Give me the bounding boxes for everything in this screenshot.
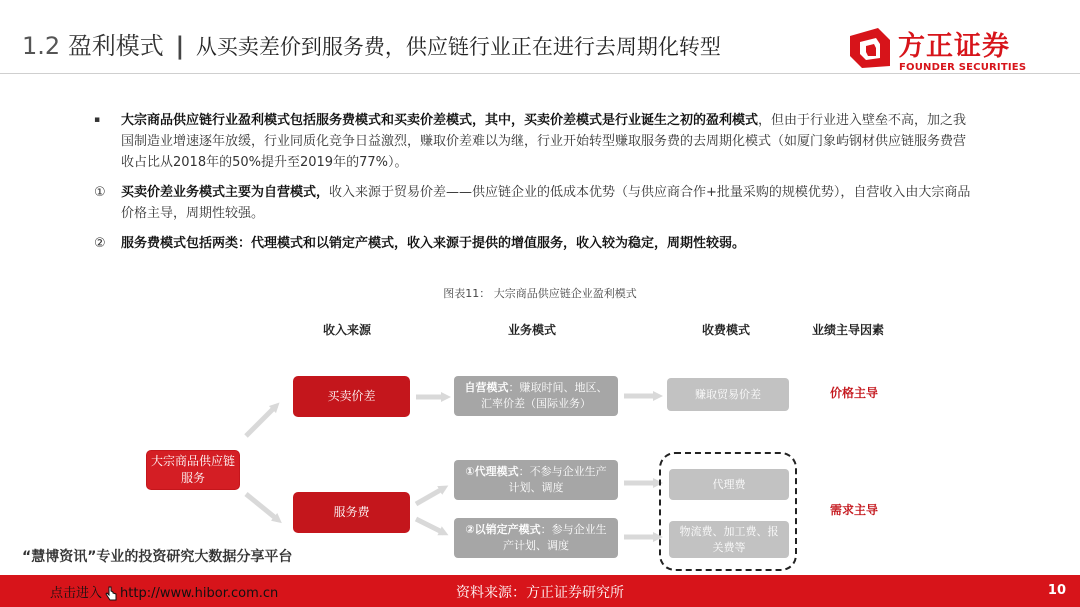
section-title: 盈利模式 bbox=[67, 32, 164, 60]
logo-name-en: FOUNDER SECURITIES bbox=[899, 62, 1027, 73]
founder-logo-icon bbox=[848, 26, 892, 70]
title-separator: | bbox=[175, 32, 185, 60]
logo-name-cn: 方正证券 bbox=[898, 31, 1010, 62]
slide-title bbox=[22, 26, 721, 61]
hibor-watermark: “慧博资讯”专业的投资研究大数据分享平台 bbox=[22, 549, 293, 565]
model-node-agent bbox=[454, 460, 618, 500]
bullet-3 bbox=[94, 233, 974, 254]
model-agent-text: ：不参与企业生产计划、调度 bbox=[508, 465, 607, 494]
bullet-1-bold: 大宗商品供应链行业盈利模式包括服务费模式和买卖价差模式，其中，买卖价差模式是行业诞生之初的盈利模式 bbox=[121, 113, 759, 128]
arrow-root-to-service bbox=[246, 494, 278, 520]
bullet-2-bold: 买卖价差业务模式主要为自营模式， bbox=[121, 185, 330, 200]
bullet-2 bbox=[94, 182, 974, 224]
factor-demand: 需求主导 bbox=[830, 503, 879, 517]
page-number: 10 bbox=[1047, 583, 1066, 598]
model-mto-bold: ②以销定产模式 bbox=[465, 523, 541, 536]
founder-logo bbox=[848, 24, 1048, 76]
figure-caption: 图表11： 大宗商品供应链企业盈利模式 bbox=[443, 287, 637, 300]
bullet-marker: ① bbox=[94, 185, 106, 200]
fee-node-logistics: 物流费、加工费、报关费等 bbox=[669, 521, 789, 558]
bullet-list bbox=[94, 110, 974, 263]
arrow-service-to-agent bbox=[416, 488, 444, 504]
column-header-fee-model: 收费模式 bbox=[702, 323, 751, 337]
bullet-marker: ▪ bbox=[94, 115, 101, 125]
source-note: 资料来源：方正证券研究所 bbox=[456, 585, 624, 601]
root-node: 大宗商品供应链服务 bbox=[146, 450, 240, 490]
model-agent-bold: ①代理模式 bbox=[465, 465, 519, 478]
model-mto-text: ：参与企业生产计划、调度 bbox=[503, 523, 607, 552]
model-self-text: ：赚取时间、地区、汇率价差（国际业务） bbox=[481, 381, 608, 410]
model-self-bold: 自营模式 bbox=[464, 381, 509, 394]
section-number: 1.2 bbox=[22, 32, 61, 60]
bullet-3-bold: 服务费模式包括两类：代理模式和以销定产模式，收入来源于提供的增值服务，收入较为稳定，周期性较弱。 bbox=[121, 236, 746, 251]
column-header-income-source: 收入来源 bbox=[323, 323, 372, 337]
source-node-service-fee: 服务费 bbox=[293, 492, 410, 533]
bullet-1 bbox=[94, 110, 974, 173]
bullet-2-text: 收入来源于贸易价差——供应链企业的低成本优势（与供应商合作+批量采购的规模优势），自营收入由大宗商品价格主导，周期性较强。 bbox=[121, 185, 971, 221]
arrow-root-to-spread bbox=[246, 406, 276, 436]
model-node-make-to-order bbox=[454, 518, 618, 558]
fee-node-agency: 代理费 bbox=[669, 469, 789, 500]
bullet-1-text: ，但由于行业进入壁垒不高，加之我国制造业增速逐年放缓，行业同质化竞争日益激烈，赚取价差难以为继，行业开始转型赚取服务费的去周期化模式（如厦门象屿钢材供应链服务费营收占比从2018年的50%提升至2019年的77%）。 bbox=[121, 113, 967, 170]
click-enter-label: 点击进入 bbox=[50, 586, 103, 601]
fee-node-trade-spread: 赚取贸易价差 bbox=[667, 378, 789, 411]
column-header-business-model: 业务模式 bbox=[508, 323, 557, 337]
source-node-spread: 买卖价差 bbox=[293, 376, 410, 417]
column-header-performance-factor: 业绩主导因素 bbox=[812, 323, 885, 337]
footer-bar bbox=[0, 575, 1080, 607]
hibor-url: http://www.hibor.com.cn bbox=[120, 586, 279, 601]
slide-subtitle: 从买卖差价到服务费，供应链行业正在进行去周期化转型 bbox=[195, 35, 721, 59]
bullet-marker: ② bbox=[94, 236, 106, 251]
factor-price: 价格主导 bbox=[830, 386, 879, 400]
model-node-self-operated bbox=[454, 376, 618, 416]
arrow-service-to-mto bbox=[416, 519, 444, 533]
